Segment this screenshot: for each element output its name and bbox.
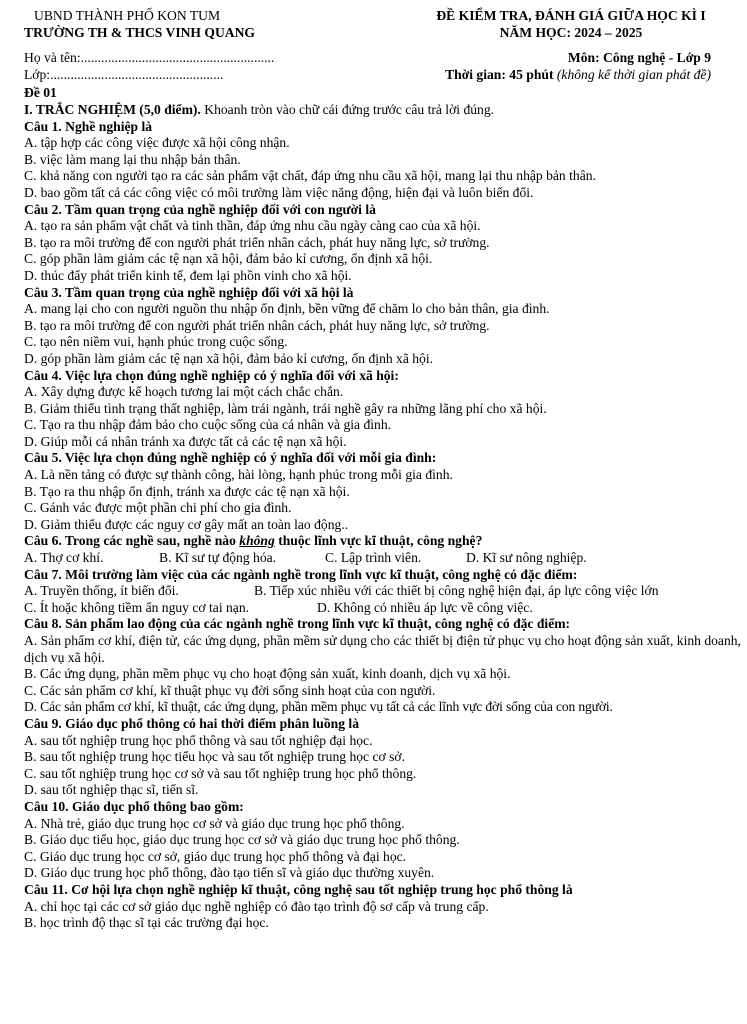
- q7-option-c[interactable]: C. Ít hoặc không tiềm ẩn nguy cơ tai nạn.: [24, 599, 250, 615]
- q4-option-c[interactable]: C. Tạo ra thu nhập đảm bảo cho cuộc sống của cá nhân và gia đình.: [24, 417, 392, 433]
- q7-option-a[interactable]: A. Truyền thống, ít biến đổi.: [24, 583, 179, 599]
- q9-option-d[interactable]: D. sau tốt nghiệp thạc sĩ, tiến sĩ.: [24, 782, 199, 798]
- q10-option-b[interactable]: B. Giáo dục tiểu học, giáo dục trung học cơ sở và giáo dục trung học phổ thông.: [24, 832, 460, 848]
- q1-option-a[interactable]: A. tập hợp các công việc được xã hội công nhận.: [24, 135, 290, 151]
- student-info: [24, 50, 274, 84]
- q6-option-c[interactable]: C. Lập trình viên.: [325, 550, 422, 566]
- q10-option-d[interactable]: D. Giáo dục trung học phổ thông, đào tạo tiến sĩ và giáo dục thường xuyên.: [24, 865, 435, 881]
- q2-option-b[interactable]: B. tạo ra môi trường để con người phát triển nhân cách, phát huy năng lực, sở trường.: [24, 234, 490, 250]
- exam-code: Đề 01: [24, 85, 57, 100]
- q8-option-c[interactable]: C. Các sản phẩm cơ khí, kĩ thuật phục vụ đời sống sinh hoạt của con người.: [24, 682, 436, 698]
- q3-option-a[interactable]: A. mang lại cho con người nguồn thu nhập ổn định, bền vững để chăm lo cho bản thân, gia đình.: [24, 301, 550, 317]
- time-note: (không kể thời gian phát đề): [556, 67, 711, 82]
- q10-option-a[interactable]: A. Nhà trẻ, giáo dục trung học cơ sở và giáo dục trung học phổ thông.: [24, 815, 405, 831]
- department-name: UBND THÀNH PHỐ KON TUM: [34, 8, 221, 23]
- subject-label: Môn: Công nghệ - Lớp 9: [567, 50, 711, 65]
- q2-option-d[interactable]: D. thúc đẩy phát triển kinh tế, đem lại phồn vinh cho xã hội.: [24, 267, 352, 283]
- q2-option-a[interactable]: A. tạo ra sản phẩm vật chất và tinh thần, đáp ứng nhu cầu ngày càng cao của xã hội.: [24, 218, 481, 234]
- q7-option-d[interactable]: D. Không có nhiều áp lực về công việc.: [317, 599, 533, 615]
- q8-option-d[interactable]: D. Các sản phẩm cơ khí, kĩ thuật, các ứng dụng, phần mềm phục vụ tất cả các lĩnh vực đời sống của con người.: [24, 699, 613, 715]
- q3-option-c[interactable]: C. tạo nên niềm vui, hạnh phúc trong cuộc sống.: [24, 334, 288, 350]
- time-label: Thời gian: 45 phút: [445, 67, 554, 82]
- q6-negation: không: [239, 533, 275, 549]
- q1-option-d[interactable]: D. bao gồm tất cả các công việc có môi trường làm việc năng động, hiện đại và luôn biến đổi.: [24, 184, 534, 200]
- q7-options-row2: [24, 600, 741, 617]
- question-6: [24, 533, 741, 550]
- q2-option-c[interactable]: C. góp phần làm giảm các tệ nạn xã hội, đảm bảo kỉ cương, ổn định xã hội.: [24, 251, 433, 267]
- school-name: TRƯỜNG TH & THCS VINH QUANG: [24, 24, 256, 40]
- q6-option-d[interactable]: D. Kĩ sư nông nghiệp.: [466, 550, 587, 566]
- question-9: Câu 9. Giáo dục phổ thông có hai thời điểm phân luồng là: [24, 715, 359, 731]
- question-4: Câu 4. Việc lựa chọn đúng nghề nghiệp có ý nghĩa đối với xã hội:: [24, 367, 399, 383]
- question-1: Câu 1. Nghề nghiệp là: [24, 118, 153, 134]
- section-instruction: Khoanh tròn vào chữ cái đứng trước câu trả lời đúng.: [200, 102, 495, 117]
- question-5: Câu 5. Việc lựa chọn đúng nghề nghiệp có ý nghĩa đối với mỗi gia đình:: [24, 450, 437, 466]
- q9-option-b[interactable]: B. sau tốt nghiệp trung học tiểu học và sau tốt nghiệp trung học cơ sở.: [24, 749, 405, 765]
- q4-option-d[interactable]: D. Giúp mỗi cá nhân tránh xa được tất cả các tệ nạn xã hội.: [24, 433, 347, 449]
- question-11: Câu 11. Cơ hội lựa chọn nghề nghiệp kĩ thuật, công nghệ sau tốt nghiệp trung học phổ thông là: [24, 881, 573, 897]
- q5-option-c[interactable]: C. Gánh vác được một phần chi phí cho gia đình.: [24, 500, 292, 516]
- subject-info: [445, 50, 711, 84]
- question-2: Câu 2. Tầm quan trọng của nghề nghiệp đối với con người là: [24, 201, 376, 217]
- section-heading: [24, 102, 741, 119]
- q1-option-c[interactable]: C. khả năng con người tạo ra các sản phẩm vật chất, đáp ứng nhu cầu xã hội, mang lại thu nhập bản thân.: [24, 168, 596, 184]
- exam-title: ĐỀ KIỂM TRA, ĐÁNH GIÁ GIỮA HỌC KÌ I: [436, 8, 706, 23]
- question-8: Câu 8. Sản phẩm lao động của các ngành nghề trong lĩnh vực kĩ thuật, công nghệ có đặc điểm:: [24, 616, 571, 632]
- q6-option-a[interactable]: A. Thợ cơ khí.: [24, 550, 104, 566]
- q8-option-a[interactable]: A. Sản phẩm cơ khí, điện tử, các ứng dụng, phần mềm sử dụng cho các thiết bị điện tử phục vụ cho hoạt động sản xuất, kinh doanh, dịch vụ xã hội.: [24, 633, 741, 665]
- school-year: NĂM HỌC: 2024 – 2025: [499, 24, 643, 40]
- q5-option-b[interactable]: B. Tạo ra thu nhập ổn định, tránh xa được các tệ nạn xã hội.: [24, 483, 350, 499]
- q4-option-a[interactable]: A. Xây dựng được kế hoạch tương lai một cách chắc chắn.: [24, 384, 344, 400]
- school-block: [24, 8, 364, 41]
- name-field[interactable]: Họ và tên:.........................................................: [24, 50, 275, 65]
- q6-option-b[interactable]: B. Kĩ sư tự động hóa.: [159, 550, 277, 566]
- q3-option-b[interactable]: B. tạo ra môi trường để con người phát triển nhân cách, phát huy năng lực, sở trường.: [24, 317, 490, 333]
- q4-option-b[interactable]: B. Giảm thiểu tình trạng thất nghiệp, làm trái ngành, trái nghề gây ra những lãng phí cho xã hội.: [24, 400, 547, 416]
- question-3: Câu 3. Tầm quan trọng của nghề nghiệp đối với xã hội là: [24, 284, 354, 300]
- q6-text-pre: Câu 6. Trong các nghề sau, nghề nào: [24, 533, 240, 549]
- q7-options-row1: [24, 583, 741, 600]
- q9-option-a[interactable]: A. sau tốt nghiệp trung học phổ thông và sau tốt nghiệp đại học.: [24, 732, 373, 748]
- question-block: [24, 119, 741, 932]
- q3-option-d[interactable]: D. góp phần làm giảm các tệ nạn xã hội, đảm bảo kỉ cương, ổn định xã hội.: [24, 350, 434, 366]
- class-field[interactable]: Lớp:...................................................: [24, 67, 224, 82]
- q5-option-a[interactable]: A. Là nền tảng có được sự thành công, hài lòng, hạnh phúc trong mỗi gia đình.: [24, 467, 453, 483]
- q9-option-c[interactable]: C. sau tốt nghiệp trung học cơ sở và sau tốt nghiệp trung học phổ thông.: [24, 765, 417, 781]
- q1-option-b[interactable]: B. việc làm mang lại thu nhập bản thân.: [24, 151, 241, 167]
- question-10: Câu 10. Giáo dục phổ thông bao gồm:: [24, 798, 244, 814]
- q10-option-c[interactable]: C. Giáo dục trung học cơ sở, giáo dục trung học phổ thông và đại học.: [24, 848, 407, 864]
- q5-option-d[interactable]: D. Giảm thiểu được các nguy cơ gây mất an toàn lao động..: [24, 516, 349, 532]
- section-title: I. TRẮC NGHIỆM (5,0 điểm).: [24, 102, 201, 117]
- exam-title-block: [376, 8, 747, 41]
- q7-option-b[interactable]: B. Tiếp xúc nhiều với các thiết bị công nghệ hiện đại, áp lực công việc lớn: [254, 583, 659, 599]
- q6-options: [24, 550, 741, 567]
- q11-option-a[interactable]: A. chỉ học tại các cơ sở giáo dục nghề nghiệp có đào tạo trình độ sơ cấp và trung cấp.: [24, 898, 489, 914]
- q6-text-post: thuộc lĩnh vực kĩ thuật, công nghệ?: [274, 533, 483, 549]
- question-7: Câu 7. Môi trường làm việc của các ngành nghề trong lĩnh vực kĩ thuật, công nghệ có đặc điểm:: [24, 566, 578, 582]
- q8-option-b[interactable]: B. Các ứng dụng, phần mềm phục vụ cho hoạt động sản xuất, kinh doanh, dịch vụ xã hội.: [24, 666, 511, 682]
- q11-option-b[interactable]: B. học trình độ thạc sĩ tại các trường đại học.: [24, 915, 269, 931]
- exam-header: [24, 8, 741, 100]
